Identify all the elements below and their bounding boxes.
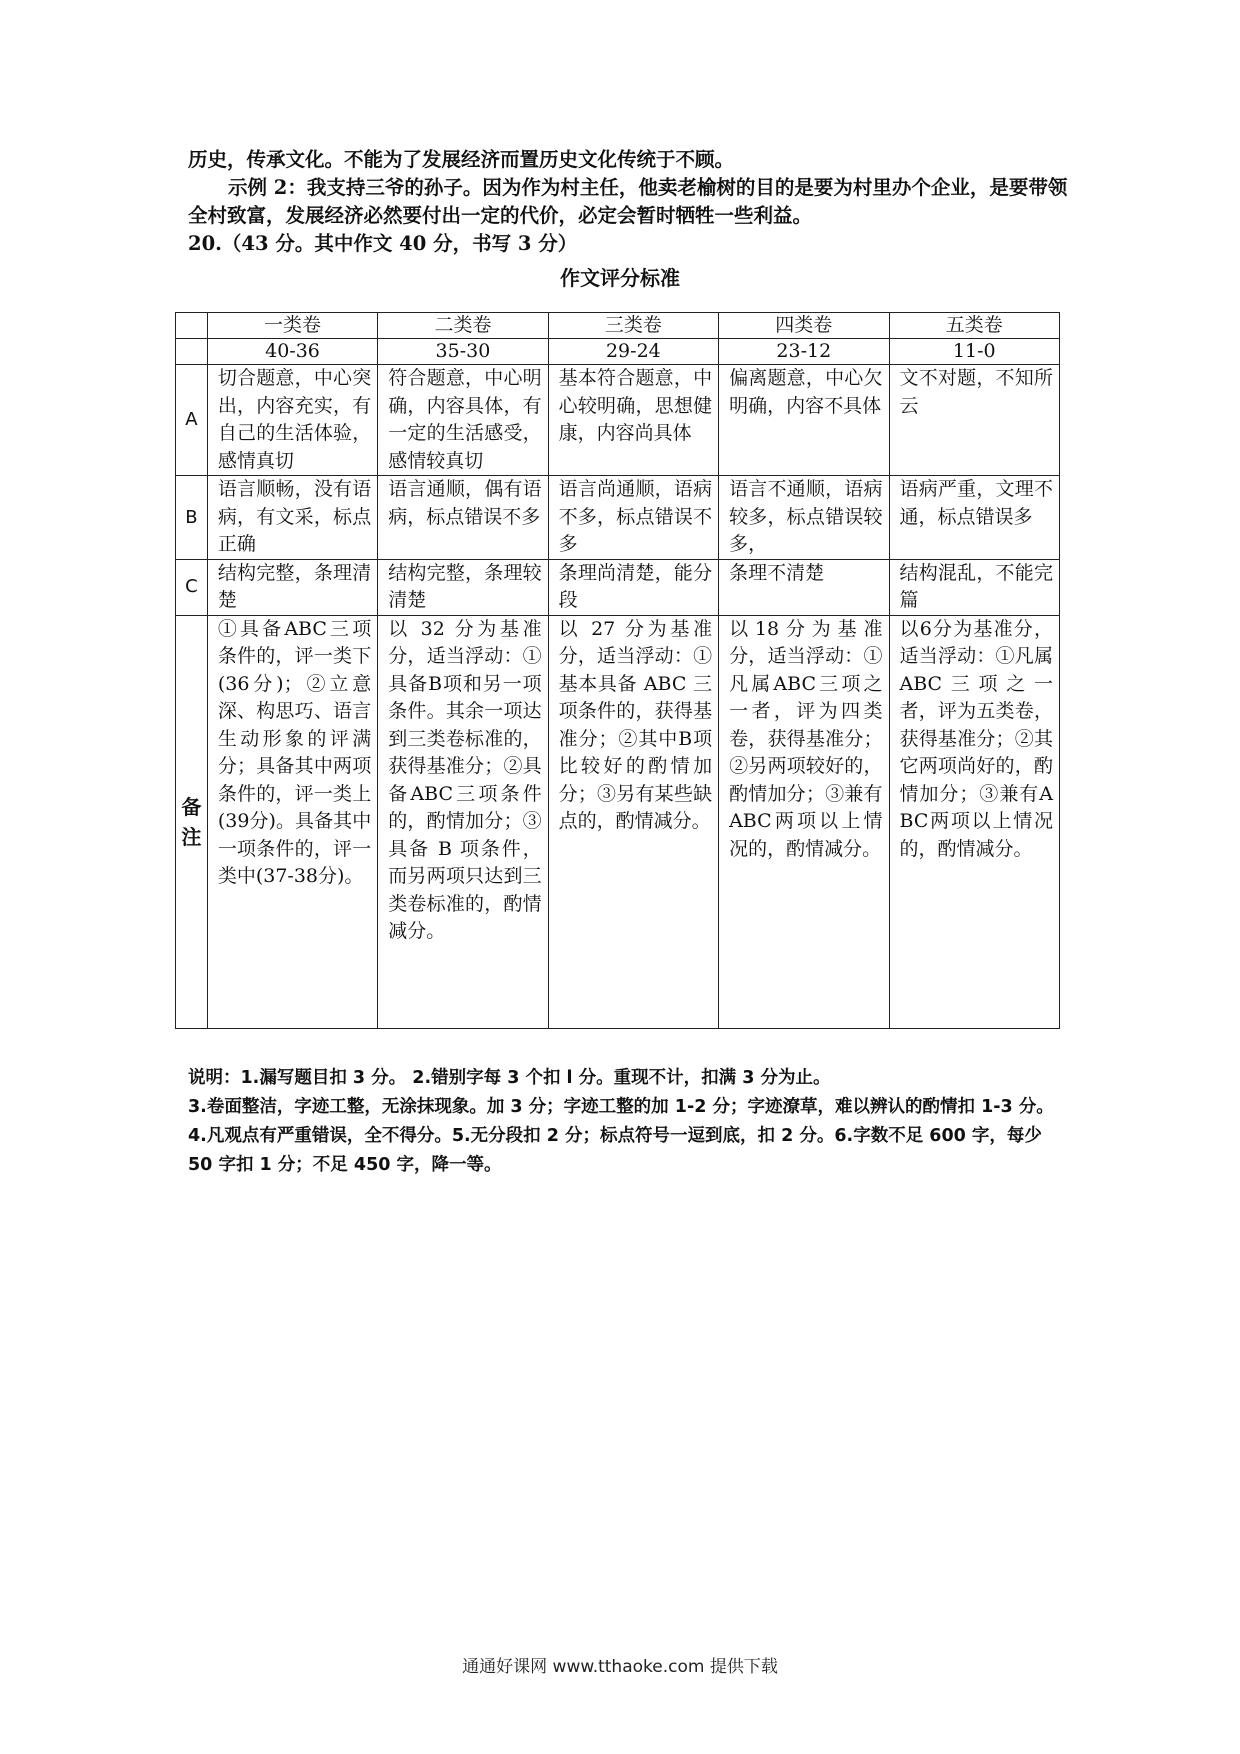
score-cell: 40-36: [207, 339, 377, 365]
table-cell: 基本符合题意，中心较明确，思想健康，内容尚具体: [548, 365, 718, 476]
table-row-c: [176, 559, 1060, 615]
header-cell: 二类卷: [378, 313, 548, 339]
table-row-a: [176, 365, 1060, 476]
table-cell: 偏离题意，中心欠明确，内容不具体: [719, 365, 889, 476]
table-cell: 以6分为基准分，适当浮动：①凡属ABC三项之一者，评为五类卷，获得基准分；②其它两项尚好的，酌情加分；③兼有ABC两项以上情况的，酌情减分。: [889, 615, 1060, 1028]
score-cell: 29-24: [548, 339, 718, 365]
grading-table: [175, 312, 1060, 1029]
table-cell: 以 27 分为基准分，适当浮动：①基本具备 ABC 三项条件的，获得基准分；②其中B项比较好的酌情加分；③另有某些缺点的，酌情减分。: [548, 615, 718, 1028]
table-cell: 条理不清楚: [719, 559, 889, 615]
question-20-heading: 20.（43 分。其中作文 40 分，书写 3 分）: [188, 232, 578, 255]
table-cell: 结构完整，条理较清楚: [378, 559, 548, 615]
header-cell: 五类卷: [889, 313, 1060, 339]
intro-line-1: 历史，传承文化。不能为了发展经济而置历史文化传统于不顾。: [188, 148, 735, 171]
table-title: 作文评分标准: [560, 266, 680, 290]
table-cell: 语言不通顺，语病较多，标点错误较多，: [719, 476, 889, 560]
table-row-b: [176, 476, 1060, 560]
score-cell: 23-12: [719, 339, 889, 365]
intro-example-2: 示例 2：我支持三爷的孙子。因为作为村主任，他卖老榆树的目的是要为村里办个企业，是要带领全村致富，发展经济必然要付出一定的代价，必定会暂时牺牲一些利益。: [188, 176, 1068, 227]
score-cell: 35-30: [378, 339, 548, 365]
table-cell: ①具备ABC三项条件的，评一类下(36分)；②立意深、构思巧、语言生动形象的评满分；具备其中两项条件的，评一类上(39分)。具备其中一项条件的，评一类中(37-38分)。: [207, 615, 377, 1028]
table-cell: 以 32 分为基准分，适当浮动：①具备B项和另一项条件。其余一项达到三类卷标准的，获得基准分；②具备ABC三项条件的，酌情加分；③具备 B 项条件，而另两项只达到三类卷标准的，酌情减分。: [378, 615, 548, 1028]
header-cell: 一类卷: [207, 313, 377, 339]
header-cell: 三类卷: [548, 313, 718, 339]
table-cell: 文不对题，不知所云: [889, 365, 1060, 476]
row-label: B: [176, 476, 208, 560]
table-row-remarks: [176, 615, 1060, 1028]
row-label-remarks: 备注: [176, 615, 208, 1028]
table-cell: 语言通顺，偶有语病，标点错误不多: [378, 476, 548, 560]
score-label-cell: [176, 339, 208, 365]
notes-line-2: 3.卷面整洁，字迹工整，无涂抹现象。加 3 分；字迹工整的加 1-2 分；字迹潦草，难以辨认的酌情扣 1-3 分。4.凡观点有严重错误，全不得分。5.无分段扣 2 分；标点符号一逗到底，扣 2 分。6.字数不足 600 字，每少 50 字扣 1 分；不足 450 字，降一等。: [188, 1097, 1054, 1175]
table-cell: 以18分为基准分，适当浮动：①凡属ABC三项之一者，评为四类卷，获得基准分；②另两项较好的，酌情加分；③兼有ABC两项以上情况的，酌情减分。: [719, 615, 889, 1028]
grading-notes: [188, 1064, 1060, 1180]
footer-source: 通通好课网 www.tthaoke.com 提供下载: [462, 1657, 778, 1677]
table-cell: 语病严重，文理不通，标点错误多: [889, 476, 1060, 560]
row-label: A: [176, 365, 208, 476]
table-header-row: [176, 313, 1060, 339]
table-cell: 切合题意，中心突出，内容充实，有自己的生活体验，感情真切: [207, 365, 377, 476]
table-cell: 语言顺畅，没有语病，有文采，标点正确: [207, 476, 377, 560]
table-cell: 结构混乱，不能完篇: [889, 559, 1060, 615]
row-label: C: [176, 559, 208, 615]
table-cell: 条理尚清楚，能分段: [548, 559, 718, 615]
table-corner-cell: [176, 313, 208, 339]
table-score-row: [176, 339, 1060, 365]
intro-text: [188, 146, 1068, 258]
score-cell: 11-0: [889, 339, 1060, 365]
notes-line-1: 说明：1.漏写题目扣 3 分。 2.错别字每 3 个扣 l 分。重现不计，扣满 3 分为止。: [188, 1068, 831, 1088]
table-cell: 结构完整，条理清楚: [207, 559, 377, 615]
header-cell: 四类卷: [719, 313, 889, 339]
table-cell: 语言尚通顺，语病不多，标点错误不多: [548, 476, 718, 560]
table-cell: 符合题意，中心明确，内容具体，有一定的生活感受，感情较真切: [378, 365, 548, 476]
